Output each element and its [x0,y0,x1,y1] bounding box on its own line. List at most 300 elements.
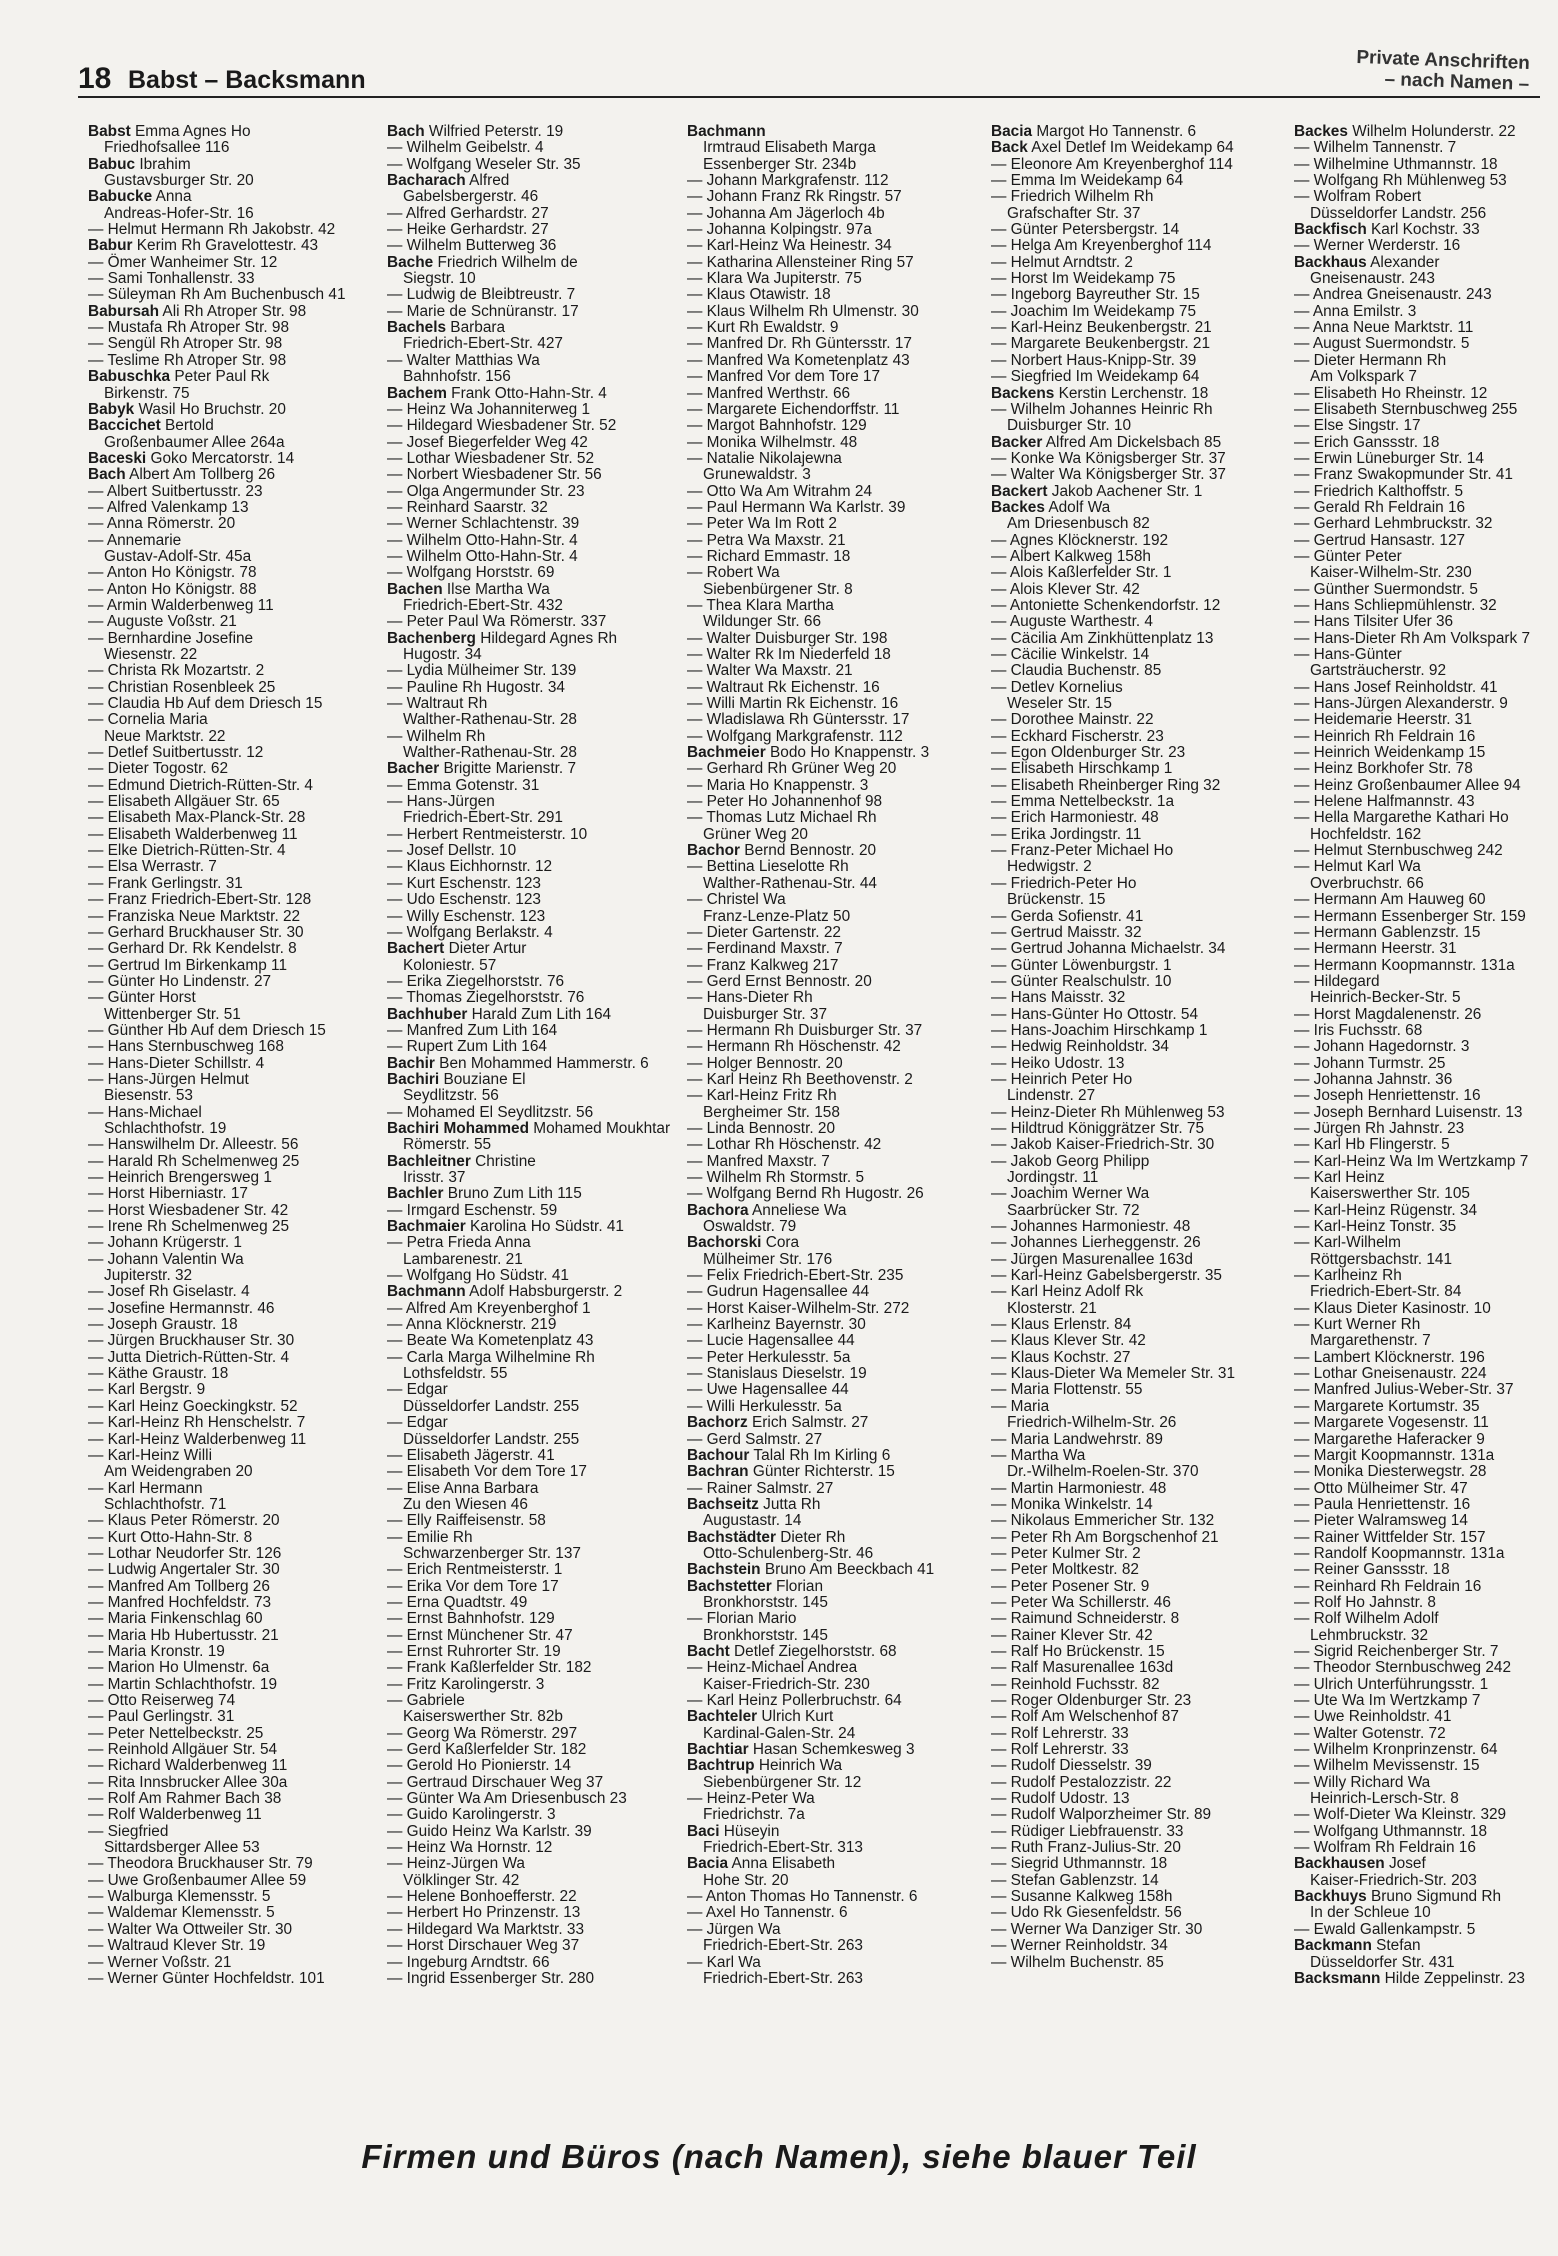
entry-text: — Detlef Suitbertusstr. 12 [88,744,264,762]
listing-line [1294,1399,1558,1415]
listing-line [387,467,679,483]
surname-entry [88,238,380,254]
listing-line [88,1611,380,1627]
entry-text: — Konke Wa Königsberger Str. 37 [991,449,1226,467]
entry-text: — Heinrich Rh Feldrain 16 [1294,727,1476,745]
listing-line [991,255,1283,271]
entry-text: — Waltraud Klever Str. 19 [88,1937,266,1955]
listing-line [387,958,679,974]
listing-line [687,1333,979,1349]
entry-text: — Johanna Jahnstr. 36 [1294,1070,1453,1088]
entry-text: Wittenberger Str. 51 [104,1005,241,1023]
entry-text: — Karl Hermann [88,1479,203,1497]
listing-line [687,974,979,990]
entry-text: — Ruth Franz-Julius-Str. 20 [991,1839,1181,1857]
listing-line [991,1056,1283,1072]
entry-text: Peter Paul Rk [170,368,270,386]
entry-text: — Detlev Kornelius [991,678,1123,696]
listing-line [991,663,1283,679]
listing-line [1294,1693,1558,1709]
entry-text: Margarethenstr. 7 [1310,1332,1431,1350]
listing-line [1294,761,1558,777]
listing-line [88,336,380,352]
entry-text: Hohe Str. 20 [703,1871,789,1889]
listing-line [991,1562,1283,1578]
listing-line [387,614,679,630]
entry-text: — Karl-Heinz Wa Heinestr. 34 [687,237,892,255]
listing-line [1294,1595,1558,1611]
entry-text: — Werner Wa Danziger Str. 30 [991,1920,1203,1938]
entry-text: — Friedrich Wilhelm Rh [991,188,1154,206]
listing-line [1294,778,1558,794]
listing-line [1294,1840,1558,1856]
entry-text: — Hans-Joachim Hirschkamp 1 [991,1021,1208,1039]
entry-text: — Herbert Rentmeisterstr. 10 [387,825,588,843]
listing-line [991,745,1283,761]
listing-line [991,1922,1283,1938]
entry-text: — Raimund Schneiderstr. 8 [991,1610,1180,1628]
listing-line [88,1824,380,1840]
entry-text: Talal Rh Im Kirling 6 [749,1446,891,1464]
listing-line [387,1824,679,1840]
listing-line [88,1235,380,1251]
listing-line [1294,533,1558,549]
listing-line [387,1644,679,1660]
listing-line [687,549,979,565]
listing-line [687,1889,979,1905]
entry-text: — Hans-Dieter Rh [687,989,813,1007]
surname-entry [387,1284,679,1300]
entry-text: — Dorothee Mainstr. 22 [991,711,1154,729]
entry-text: — Christian Rosenbleek 25 [88,678,276,696]
entry-text: — Martha Wa [991,1446,1086,1464]
entry-text: — Franz Friedrich-Ebert-Str. 128 [88,891,312,909]
listing-line [387,549,679,565]
listing-line [387,1840,679,1856]
listing-line [687,1382,979,1398]
listing-line [1294,1268,1558,1284]
listing-line [387,859,679,875]
listing-line [687,1105,979,1121]
entry-text: — Peter Paul Wa Römerstr. 337 [387,613,607,631]
entry-text: Hildegard Agnes Rh [475,629,618,647]
surname: Baci [687,1822,720,1840]
surname: Bachiri Mohammed [387,1119,529,1137]
entry-text: — Christel Wa [687,891,786,909]
entry-text: — Gertrud Maisstr. 32 [991,923,1142,941]
entry-text: — Gerhard Bruckhauser Str. 30 [88,923,304,941]
listing-line [387,729,679,745]
entry-text: — Rolf Ho Jahnstr. 8 [1294,1593,1436,1611]
listing-line [1294,238,1558,254]
entry-text: — Walburga Klemensstr. 5 [88,1888,271,1906]
listing-line [687,1121,979,1137]
surname: Backens [991,384,1055,402]
entry-text: — Susanne Kalkweg 158h [991,1888,1173,1906]
listing-line [88,614,380,630]
listing-line [1294,516,1558,532]
entry-text: — Karl-Heinz Willi [88,1446,212,1464]
section-label [1356,47,1531,95]
entry-text: — Maria Kronstr. 19 [88,1642,225,1660]
listing-line [88,1203,380,1219]
listing-line [1294,549,1558,565]
surname: Bachstein [687,1561,761,1579]
entry-text: — Wilhelm Otto-Hahn-Str. 4 [387,531,578,549]
entry-text: Völklinger Str. 42 [403,1871,520,1889]
entry-text: Florian [771,1577,824,1595]
listing-line [88,353,380,369]
listing-line [88,729,380,745]
listing-line [88,958,380,974]
entry-text: — Agnes Klöcknerstr. 192 [991,531,1169,549]
entry-text: — Else Singstr. 17 [1294,417,1421,435]
listing-line [991,909,1283,925]
listing-line [1294,287,1558,303]
entry-text: — Helene Halfmannstr. 43 [1294,793,1475,811]
listing-line [991,418,1283,434]
entry-text: — Hildegard [1294,972,1380,990]
entry-text: — Anton Ho Königstr. 88 [88,580,257,598]
entry-text: Karl Kochstr. 33 [1366,221,1480,239]
entry-text: — Gertrud Hansastr. 127 [1294,531,1466,549]
entry-text: — Antoniette Schenkendorfstr. 12 [991,596,1221,614]
entry-text: — Peter Wa Im Rott 2 [687,515,837,533]
entry-text: Frank Otto-Hahn-Str. 4 [446,384,607,402]
listing-line [991,1807,1283,1823]
listing-line [1294,565,1558,581]
listing-line [88,320,380,336]
listing-line [687,1595,979,1611]
listing-line [687,467,979,483]
entry-text: — Irmgard Eschenstr. 59 [387,1201,558,1219]
listing-line [387,680,679,696]
entry-text: Lothsfeldstr. 55 [403,1365,508,1383]
listing-line [88,1023,380,1039]
listing-line [991,222,1283,238]
entry-text: — Karl Wa [687,1953,761,1971]
entry-text: — Johann Markgrafenstr. 112 [687,172,889,190]
entry-text: Am Weidengraben 20 [104,1463,253,1481]
listing-line [88,435,380,451]
entry-text: — Emma Im Weidekamp 64 [991,172,1184,190]
listing-line [387,1611,679,1627]
listing-line [687,1775,979,1791]
entry-text: Biesenstr. 53 [104,1087,193,1105]
listing-line [991,1693,1283,1709]
surname: Bachmaier [387,1218,466,1236]
listing-line [387,794,679,810]
listing-line [1294,1056,1558,1072]
entry-text: Lindenstr. 27 [1007,1087,1096,1105]
surname: Bachiri [387,1070,440,1088]
entry-text: — Franz-Peter Michael Ho [991,842,1174,860]
listing-line [88,1660,380,1676]
listing-line [991,353,1283,369]
listing-line [88,1955,380,1971]
entry-text: — Erich Ganssstr. 18 [1294,433,1440,451]
entry-text: Irisstr. 37 [403,1169,466,1186]
listing-line [687,516,979,532]
listing-line [687,680,979,696]
listing-line [991,1137,1283,1153]
entry-text: — Hanswilhelm Dr. Alleestr. 56 [88,1136,299,1154]
surname-entry [88,189,380,205]
surname: Bacia [687,1855,729,1873]
entry-text: — Gerhard Dr. Rk Kendelstr. 8 [88,940,297,958]
entry-text: Röttgersbachstr. 141 [1310,1250,1453,1268]
listing-line [387,1873,679,1889]
surname-entry [991,500,1283,516]
listing-line [687,778,979,794]
entry-text: — Willy Eschenstr. 123 [387,907,546,925]
surname: Bachmeier [687,744,766,762]
listing-line [687,222,979,238]
surname: Backhausen [1294,1855,1385,1873]
surname: Baccichet [88,417,161,435]
entry-text: — Petra Wa Maxstr. 21 [687,531,846,549]
entry-text: — Thomas Ziegelhorststr. 76 [387,989,585,1007]
surname-entry [1294,1971,1558,1987]
entry-text: — Klara Wa Jupiterstr. 75 [687,270,862,288]
listing-line [1294,435,1558,451]
listing-line [991,1481,1283,1497]
entry-text: Oswaldstr. 79 [703,1218,797,1236]
entry-text: — Heinz Wa Hornstr. 12 [387,1839,553,1857]
surname: Bachran [687,1463,749,1481]
listing-line [387,1562,679,1578]
entry-text: Bronkhorststr. 145 [703,1593,828,1611]
entry-text: Wildunger Str. 66 [703,613,822,631]
listing-line [88,1284,380,1300]
entry-text: — Hans-Jürgen [387,793,495,811]
listing-line [88,1905,380,1921]
listing-line [687,1693,979,1709]
listing-line [687,1252,979,1268]
entry-text: — Heinrich Peter Ho [991,1070,1133,1088]
listing-line [387,1971,679,1987]
listing-line [991,173,1283,189]
listing-line [1294,1955,1558,1971]
entry-text: — Heidemarie Heerstr. 31 [1294,711,1472,729]
surname-entry [88,451,380,467]
listing-line [387,533,679,549]
entry-text: — Stefan Gablenzstr. 14 [991,1871,1159,1889]
listing-column [687,124,979,2114]
listing-line [1294,353,1558,369]
entry-text: — Karl-Wilhelm [1294,1234,1401,1252]
surname: Backfisch [1294,221,1367,239]
listing-line [1294,1464,1558,1480]
entry-text: — Ulrich Unterführungsstr. 1 [1294,1675,1489,1693]
listing-line [687,1922,979,1938]
listing-line [387,1513,679,1529]
entry-text: — Mustafa Rh Atroper Str. 98 [88,319,290,337]
listing-line [991,467,1283,483]
entry-text: — Margarete Eichendorffstr. 11 [687,400,900,418]
entry-text: — Klaus Dieter Kasinostr. 10 [1294,1299,1491,1317]
listing-line [88,990,380,1006]
entry-text: — Emilie Rh [387,1528,473,1546]
listing-line [991,1644,1283,1660]
entry-text: — Jürgen Masurenallee 163d [991,1250,1193,1268]
entry-text: — Erich Harmoniestr. 48 [991,809,1159,827]
listing-line [1294,1513,1558,1529]
entry-text: Wilhelm Holunderstr. 22 [1347,124,1516,140]
listing-line [991,1726,1283,1742]
listing-line [387,778,679,794]
listing-line [1294,843,1558,859]
entry-text: — Monika Wilhelmstr. 48 [687,433,858,451]
entry-text: — Karl Hb Flingerstr. 5 [1294,1136,1450,1154]
entry-text: — Manfred Am Tollberg 26 [88,1577,270,1595]
surname-entry [88,157,380,173]
surname-entry [687,124,979,140]
listing-line [387,1105,679,1121]
listing-line [88,1775,380,1791]
listing-line [991,271,1283,287]
listing-line [991,157,1283,173]
entry-text: Ben Mohammed Hammerstr. 6 [434,1054,649,1072]
entry-text: Lambarenestr. 21 [403,1250,523,1268]
listing-line [687,1170,979,1186]
entry-text: Bahnhofstr. 156 [403,368,511,386]
entry-text: Grunewaldstr. 3 [703,466,811,484]
listing-line [991,533,1283,549]
entry-text: Römerstr. 55 [403,1136,492,1154]
entry-text: Adolf Habsburgerstr. 2 [465,1283,623,1301]
surname: Backhuys [1294,1888,1367,1906]
entry-text: — Ludwig de Bleibtreustr. 7 [387,286,576,304]
entry-text: — Klaus Peter Römerstr. 20 [88,1512,280,1530]
entry-text: — Kurt Otto-Hahn-Str. 8 [88,1528,253,1546]
listing-line [991,1873,1283,1889]
entry-text: — Josefine Hermannstr. 46 [88,1299,275,1317]
listing-line [1294,1660,1558,1676]
entry-text: — Willy Richard Wa [1294,1773,1431,1791]
surname-entry [387,1219,679,1235]
entry-text: Josef [1384,1855,1426,1873]
listing-line [88,1791,380,1807]
listing-line [991,369,1283,385]
entry-text: — Anton Thomas Ho Tannenstr. 6 [687,1888,918,1906]
entry-text: — Lambert Klöcknerstr. 196 [1294,1348,1485,1366]
listing-line [1294,1611,1558,1627]
entry-text: — Elisabeth Max-Planck-Str. 28 [88,809,306,827]
listing-line [991,1628,1283,1644]
entry-text: — Friedrich-Peter Ho [991,874,1137,892]
entry-text: — Karl-Heinz Rügenstr. 34 [1294,1201,1478,1219]
listing-line [88,1268,380,1284]
listing-line [1294,304,1558,320]
listing-line [687,533,979,549]
entry-text: Kerim Rh Gravelottestr. 43 [132,237,319,255]
entry-text: — Karl Heinz [1294,1169,1385,1186]
listing-line [687,500,979,516]
entry-text: — Hans-Jürgen Alexanderstr. 9 [1294,695,1508,713]
listing-line [1294,729,1558,745]
entry-text: — Lothar Wiesbadener Str. 52 [387,449,595,467]
listing-line [1294,1824,1558,1840]
listing-line [991,859,1283,875]
surname-entry [687,1742,979,1758]
surname-entry [991,484,1283,500]
footer-note: Firmen und Büros (nach Namen), siehe blauer Teil [361,2138,1197,2175]
listing-line [387,1497,679,1513]
entry-text: Mülheimer Str. 176 [703,1250,833,1268]
listing-line [687,1072,979,1088]
entry-text: — Franz Swakopmunder Str. 41 [1294,466,1513,484]
listing-line [991,1709,1283,1725]
entry-text: Bergheimer Str. 158 [703,1103,840,1121]
listing-line [991,1856,1283,1872]
listing-line [88,1595,380,1611]
entry-text: Siegstr. 10 [403,270,476,288]
entry-text: — Karl Heinz Goeckingkstr. 52 [88,1397,298,1415]
listing-line [1294,582,1558,598]
listing-line [687,189,979,205]
entry-text: Bernd Bennostr. 20 [740,842,877,860]
surname: Bachora [687,1201,749,1219]
listing-line [88,925,380,941]
surname: Bachteler [687,1708,758,1726]
entry-text: — Bettina Lieselotte Rh [687,858,849,876]
surname-entry [387,386,679,402]
listing-line [1294,1546,1558,1562]
listing-line [88,794,380,810]
listing-line [687,1481,979,1497]
entry-text: — Ernst Bahnhofstr. 129 [387,1610,555,1628]
surname: Baceski [88,449,147,467]
entry-text: — Erich Rentmeisterstr. 1 [387,1561,563,1579]
listing-line [1294,1333,1558,1349]
listing-line [387,1252,679,1268]
listing-line [991,843,1283,859]
surname-entry [991,140,1283,156]
entry-text: — Lydia Mülheimer Str. 139 [387,662,577,680]
surname-entry [687,1464,979,1480]
entry-text: — Andrea Gneisenaustr. 243 [1294,286,1492,304]
listing-line [687,1056,979,1072]
listing-line [991,1579,1283,1595]
listing-line [88,663,380,679]
entry-text: — Elisabeth Walderbenweg 11 [88,825,298,843]
entry-text: Jordingstr. 11 [1007,1169,1099,1186]
entry-text: Barbara [446,319,506,337]
listing-line [687,140,979,156]
listing-line [1294,598,1558,614]
listing-line [88,1317,380,1333]
entry-text: — Iris Fuchsstr. 68 [1294,1021,1423,1039]
listing-line [387,1742,679,1758]
listing-line [1294,1350,1558,1366]
listing-line [88,1333,380,1349]
entry-text: — Klaus Kochstr. 27 [991,1348,1131,1366]
listing-line [687,1350,979,1366]
surname: Bachtrup [687,1757,755,1775]
entry-text: Friedrich-Wilhelm-Str. 26 [1007,1414,1177,1432]
listing-line [88,287,380,303]
surname-entry [1294,1938,1558,1954]
entry-text: — Karl-Heinz Gabelsbergerstr. 35 [991,1267,1222,1285]
listing-line [88,1186,380,1202]
entry-text: Brigitte Marienstr. 7 [439,760,577,778]
entry-text: Walther-Rathenau-Str. 28 [403,711,577,729]
surname-entry [1294,222,1558,238]
entry-text: — Heinz Wa Johanniterweg 1 [387,400,591,418]
surname-entry [387,1186,679,1202]
entry-text: — Manfred Maxstr. 7 [687,1152,830,1170]
